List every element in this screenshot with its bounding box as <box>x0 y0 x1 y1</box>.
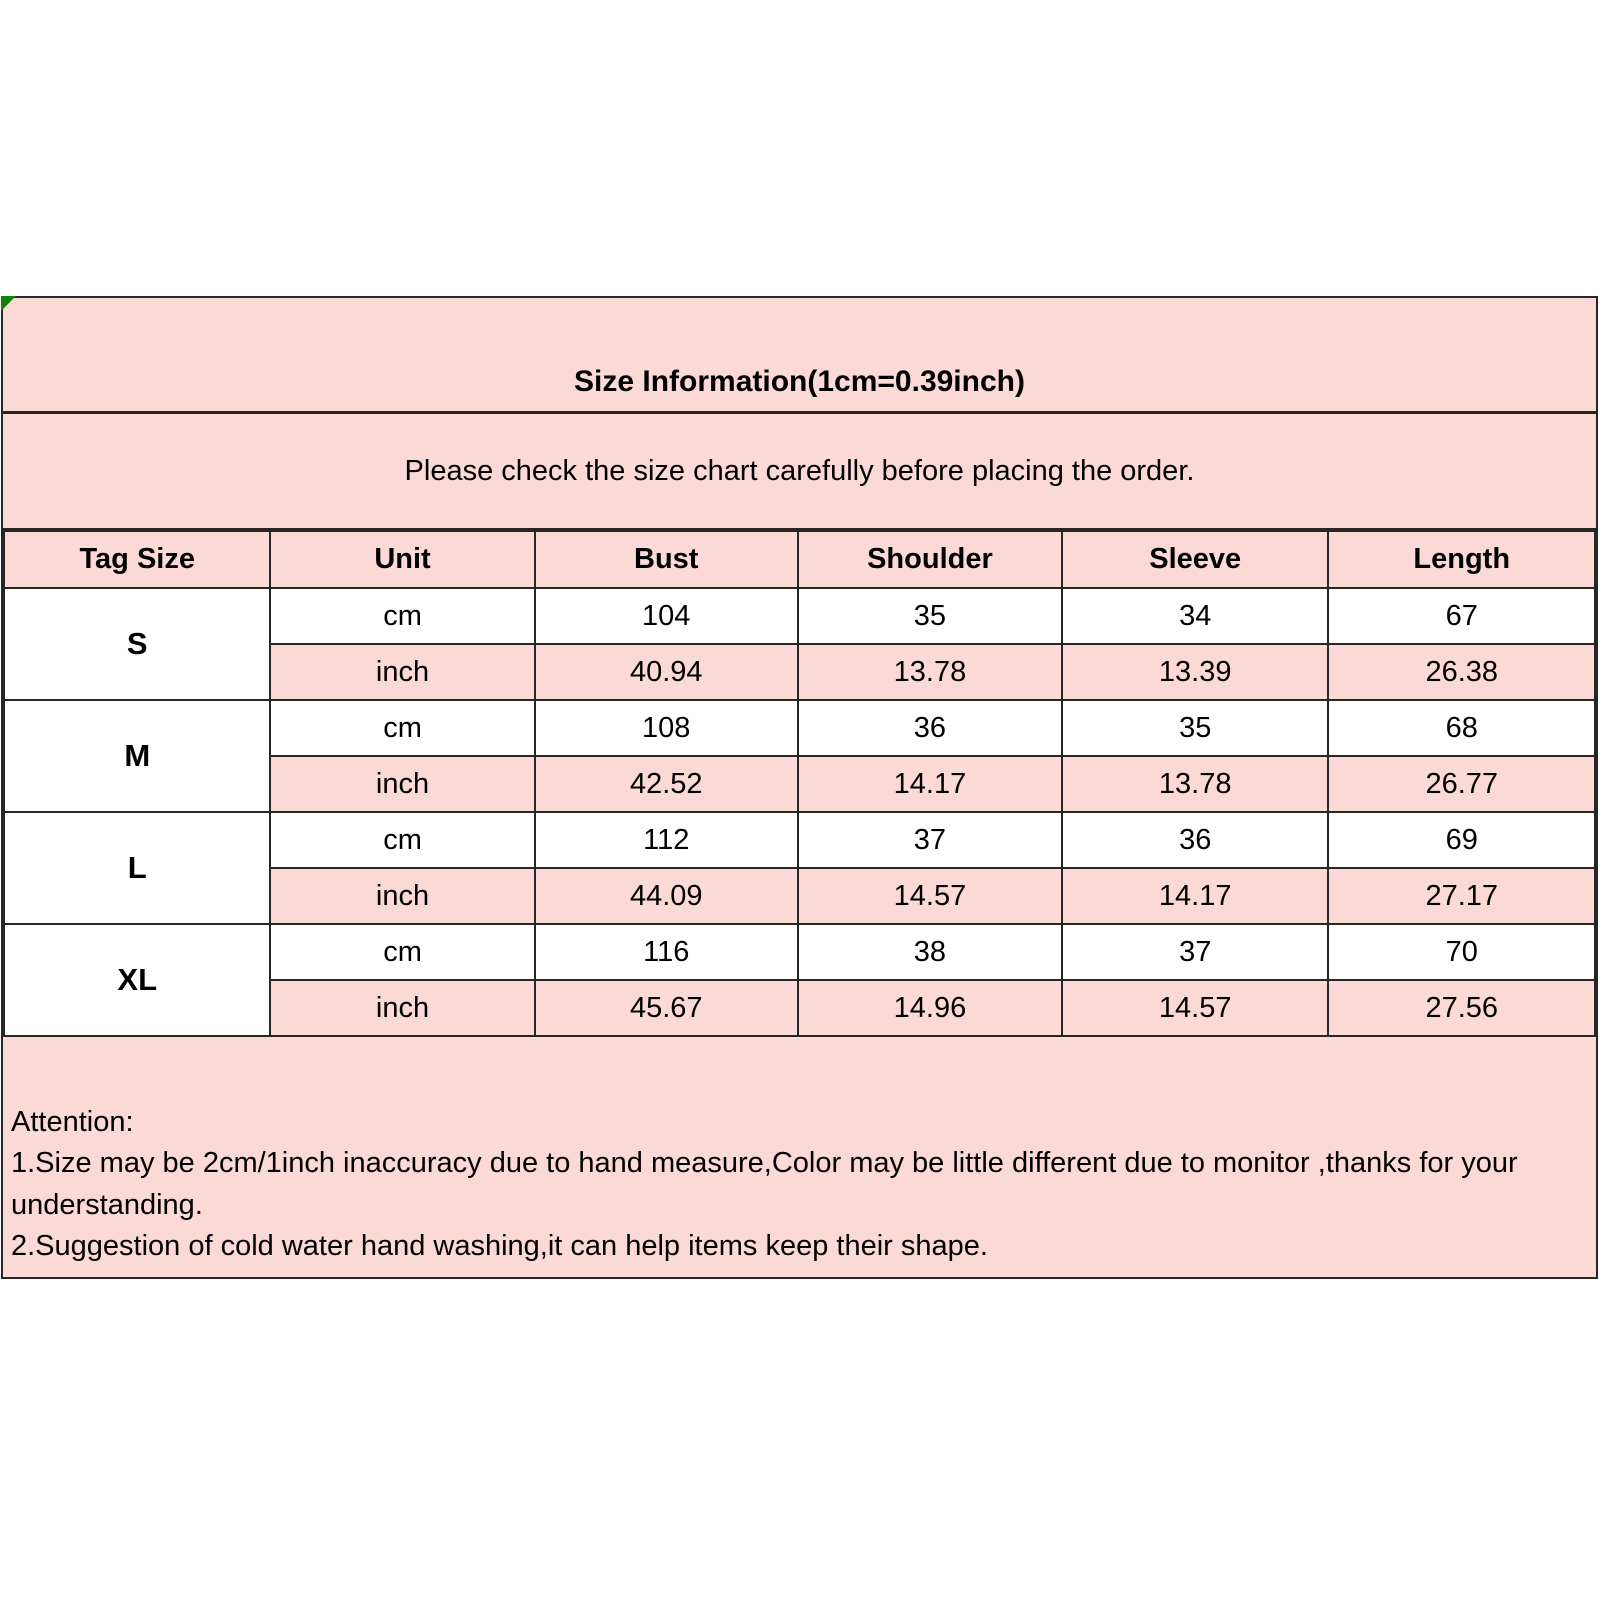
value-cell: 36 <box>798 700 1062 756</box>
value-cell: 44.09 <box>535 868 798 924</box>
col-header-shoulder: Shoulder <box>798 531 1062 588</box>
table-row <box>4 588 1595 644</box>
value-cell: 14.96 <box>798 980 1062 1036</box>
unit-cell: inch <box>270 980 534 1036</box>
tag-size-cell-m: M <box>4 700 270 812</box>
unit-cell: inch <box>270 868 534 924</box>
unit-cell: cm <box>270 588 534 644</box>
value-cell: 27.17 <box>1328 868 1595 924</box>
value-cell: 45.67 <box>535 980 798 1036</box>
value-cell: 108 <box>535 700 798 756</box>
attention-line-2: 2.Suggestion of cold water hand washing,it can help items keep their shape. <box>11 1229 988 1262</box>
value-cell: 37 <box>1062 924 1328 980</box>
unit-cell: cm <box>270 700 534 756</box>
size-table <box>3 530 1596 1037</box>
attention-heading: Attention: <box>11 1106 134 1139</box>
value-cell: 14.57 <box>1062 980 1328 1036</box>
unit-cell: cm <box>270 924 534 980</box>
value-cell: 14.17 <box>798 756 1062 812</box>
attention-note <box>3 1037 1596 1277</box>
unit-cell: cm <box>270 812 534 868</box>
value-cell: 36 <box>1062 812 1328 868</box>
col-header-length: Length <box>1328 531 1595 588</box>
value-cell: 13.78 <box>1062 756 1328 812</box>
value-cell: 34 <box>1062 588 1328 644</box>
tag-size-cell-l: L <box>4 812 270 924</box>
value-cell: 68 <box>1328 700 1595 756</box>
value-cell: 13.39 <box>1062 644 1328 700</box>
unit-cell: inch <box>270 756 534 812</box>
size-chart <box>1 296 1598 1279</box>
value-cell: 112 <box>535 812 798 868</box>
table-row <box>4 924 1595 980</box>
value-cell: 67 <box>1328 588 1595 644</box>
size-chart-subtitle: Please check the size chart carefully before placing the order. <box>3 414 1596 530</box>
value-cell: 38 <box>798 924 1062 980</box>
value-cell: 69 <box>1328 812 1595 868</box>
value-cell: 14.17 <box>1062 868 1328 924</box>
header-row <box>4 531 1595 588</box>
value-cell: 35 <box>798 588 1062 644</box>
value-cell: 14.57 <box>798 868 1062 924</box>
value-cell: 37 <box>798 812 1062 868</box>
value-cell: 104 <box>535 588 798 644</box>
value-cell: 116 <box>535 924 798 980</box>
col-header-sleeve: Sleeve <box>1062 531 1328 588</box>
col-header-bust: Bust <box>535 531 798 588</box>
value-cell: 26.38 <box>1328 644 1595 700</box>
size-chart-title: Size Information(1cm=0.39inch) <box>3 298 1596 414</box>
table-row <box>4 812 1595 868</box>
green-corner-marker <box>1 296 16 311</box>
value-cell: 27.56 <box>1328 980 1595 1036</box>
value-cell: 26.77 <box>1328 756 1595 812</box>
value-cell: 42.52 <box>535 756 798 812</box>
tag-size-cell-s: S <box>4 588 270 700</box>
col-header-tag-size: Tag Size <box>4 531 270 588</box>
unit-cell: inch <box>270 644 534 700</box>
value-cell: 70 <box>1328 924 1595 980</box>
value-cell: 35 <box>1062 700 1328 756</box>
attention-line-1: 1.Size may be 2cm/1inch inaccuracy due to hand measure,Color may be little different due to monitor ,thanks for your understanding. <box>11 1147 1518 1221</box>
col-header-unit: Unit <box>270 531 534 588</box>
table-row <box>4 700 1595 756</box>
value-cell: 13.78 <box>798 644 1062 700</box>
value-cell: 40.94 <box>535 644 798 700</box>
tag-size-cell-xl: XL <box>4 924 270 1036</box>
